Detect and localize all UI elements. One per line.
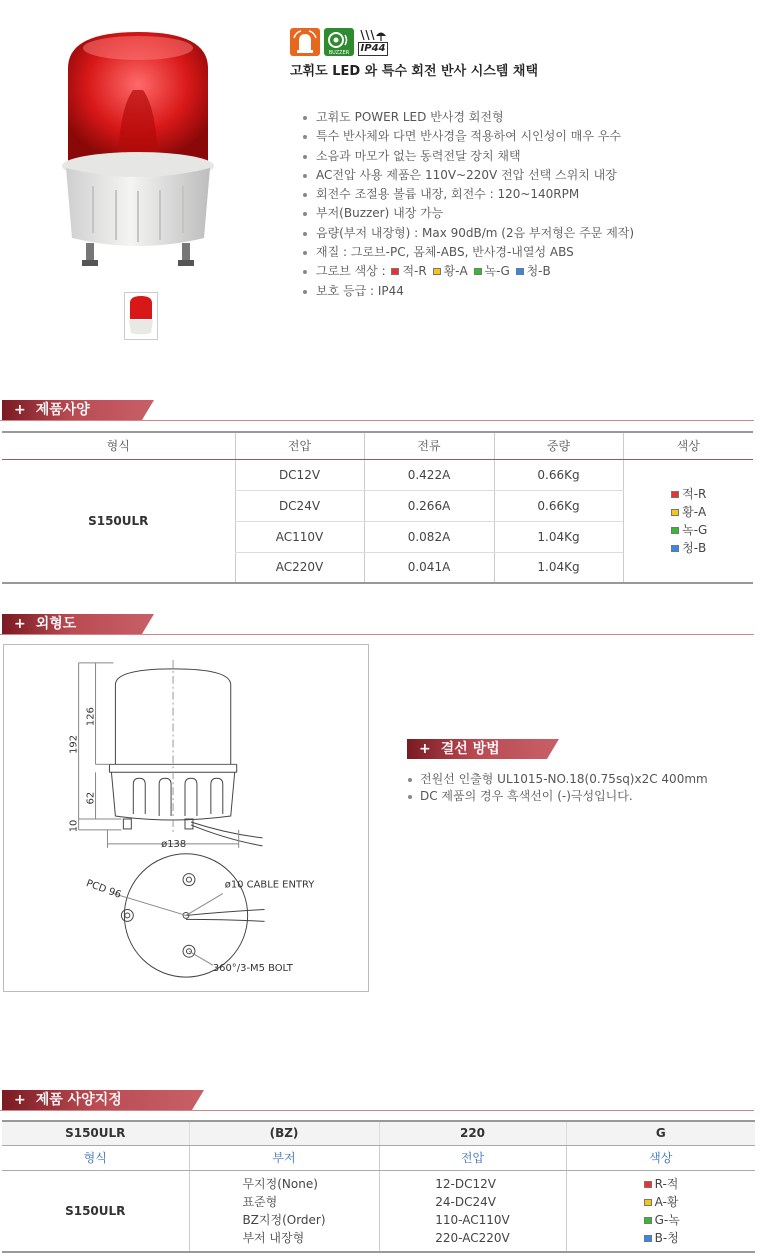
spec-table [2,431,753,584]
feature-item: 재질 : 그로브-PC, 몸체-ABS, 반사경-내열성 ABS [300,243,634,262]
spec-voltage: AC110V [235,521,364,552]
product-thumbnail[interactable] [124,292,158,340]
order-code-part: S150ULR [2,1121,189,1145]
order-model: S150ULR [65,1203,126,1218]
spec-model: S150ULR [2,459,235,583]
order-header: 형식 [2,1145,189,1170]
voltage-option: 24-DC24V [435,1194,496,1209]
order-color-options [566,1170,755,1252]
spec-current: 0.082A [364,521,494,552]
dim-label-192: 192 [68,734,80,754]
feature-item: AC전압 사용 제품은 110V~220V 전압 선택 스위치 내장 [300,166,634,185]
spec-current: 0.422A [364,459,494,490]
spec-weight: 1.04Kg [494,552,623,583]
buzzer-option: 부저 내장형 [242,1230,305,1245]
feature-list [300,108,634,301]
dim-label-bolt: 360°/3-M5 BOLT [212,963,293,975]
dim-label-diameter: ø138 [161,838,187,850]
feature-item: 보호 등급 : IP44 [300,282,634,301]
ip44-badge: IP44 [358,42,388,56]
spec-color: 황-A [682,504,707,519]
feature-item: 회전수 조절용 볼륨 내장, 회전수 : 120~140RPM [300,185,634,204]
order-table [2,1120,755,1253]
buzzer-icon-label: BUZZER [328,50,350,56]
buzzer-option: 표준형 [242,1194,278,1209]
spec-weight: 0.66Kg [494,459,623,490]
order-code-part: 220 [379,1121,566,1145]
order-voltage-options [379,1170,566,1252]
section-rule [0,1110,754,1111]
spec-header: 전류 [364,432,494,459]
order-code-row [2,1121,755,1145]
buzzer-option: BZ지정(Order) [242,1212,326,1227]
table-row [2,459,753,490]
color-option: R-적 [654,1176,679,1191]
dim-label-126: 126 [85,707,97,727]
feature-item: 부저(Buzzer) 내장 가능 [300,204,634,223]
spec-header: 중량 [494,432,623,459]
green-swatch-icon [474,268,482,275]
buzzer-option: 무지정(None) [242,1176,318,1191]
red-swatch-icon [671,491,679,498]
dim-label-pcd: PCD 96 [84,878,123,901]
blue-swatch-icon [516,268,524,275]
feature-item: 소음과 마모가 없는 동력전달 장치 채택 [300,147,634,166]
spec-current: 0.041A [364,552,494,583]
spec-weight: 1.04Kg [494,521,623,552]
blue-swatch-icon [671,545,679,552]
product-image [58,28,218,273]
wiring-item: DC 제품의 경우 흑색선이 (-)극성입니다. [407,788,708,805]
glove-color: 녹-G [484,264,510,279]
section-rule [0,420,754,421]
dim-label-cable: ø10 CABLE ENTRY [224,879,315,891]
color-option: G-녹 [654,1212,680,1227]
table-row [2,1170,755,1252]
plus-icon: + [14,616,26,632]
feature-item: 고휘도 POWER LED 반사경 회전형 [300,108,634,127]
wiring-item: 전원선 인출형 UL1015-NO.18(0.75sq)x2C 400mm [407,771,708,788]
wiring-section-title: 결선 방법 [440,741,500,757]
plus-icon: + [419,741,431,757]
feature-item: 음량(부저 내장형) : Max 90dB/m (2음 부저형은 주문 제작) [300,224,634,243]
spec-color: 청-B [682,540,707,555]
voltage-option: 220-AC220V [435,1230,510,1245]
color-option: A-황 [654,1194,679,1209]
buzzer-icon [324,28,354,56]
spec-color: 적-R [682,486,707,501]
dimension-section-heading [2,614,154,634]
plus-icon: + [14,1092,26,1108]
spec-colors [623,459,753,583]
feature-glove-colors [300,262,634,281]
order-code-part: (BZ) [189,1121,379,1145]
spec-voltage: AC220V [235,552,364,583]
spec-header: 형식 [2,432,235,459]
rotating-light-icon [290,28,320,56]
dimension-section-title: 외형도 [35,616,77,632]
spec-weight: 0.66Kg [494,490,623,521]
glove-color-label: 그로브 색상 : [316,264,386,279]
order-buzzer-options [189,1170,379,1252]
order-section-title: 제품 사양지정 [35,1092,122,1108]
spec-section-title: 제품사양 [35,402,90,418]
spec-voltage: DC24V [235,490,364,521]
wiring-section-heading [407,739,559,759]
amber-swatch-icon [433,268,441,275]
spec-current: 0.266A [364,490,494,521]
green-swatch-icon [644,1217,652,1224]
plus-icon: + [14,402,26,418]
dim-label-10: 10 [68,819,80,833]
spec-header: 전압 [235,432,364,459]
order-section-heading [2,1090,204,1110]
spec-color: 녹-G [682,522,708,537]
section-rule [0,634,754,635]
glove-color: 황-A [443,264,468,279]
red-swatch-icon [391,268,399,275]
green-swatch-icon [671,527,679,534]
spec-section-heading [2,400,154,420]
blue-swatch-icon [644,1235,652,1242]
voltage-option: 12-DC12V [435,1176,496,1191]
dimension-drawing [3,644,369,992]
glove-color: 청-B [526,264,551,279]
spec-header: 색상 [623,432,753,459]
dim-label-62: 62 [85,791,97,805]
spec-voltage: DC12V [235,459,364,490]
order-header-row [2,1145,755,1170]
red-swatch-icon [644,1181,652,1188]
order-header: 색상 [566,1145,755,1170]
spec-table-header [2,432,753,459]
feature-item: 특수 반사체와 다면 반사경을 적용하여 시인성이 매우 우수 [300,127,634,146]
amber-swatch-icon [671,509,679,516]
voltage-option: 110-AC110V [435,1212,510,1227]
order-code-part: G [566,1121,755,1145]
color-option: B-청 [654,1230,679,1245]
wiring-list [407,771,708,805]
glove-color: 적-R [402,264,427,279]
order-header: 전압 [379,1145,566,1170]
product-headline: 고휘도 LED 와 특수 회전 반사 시스템 채택 [290,64,539,79]
amber-swatch-icon [644,1199,652,1206]
order-header: 부저 [189,1145,379,1170]
